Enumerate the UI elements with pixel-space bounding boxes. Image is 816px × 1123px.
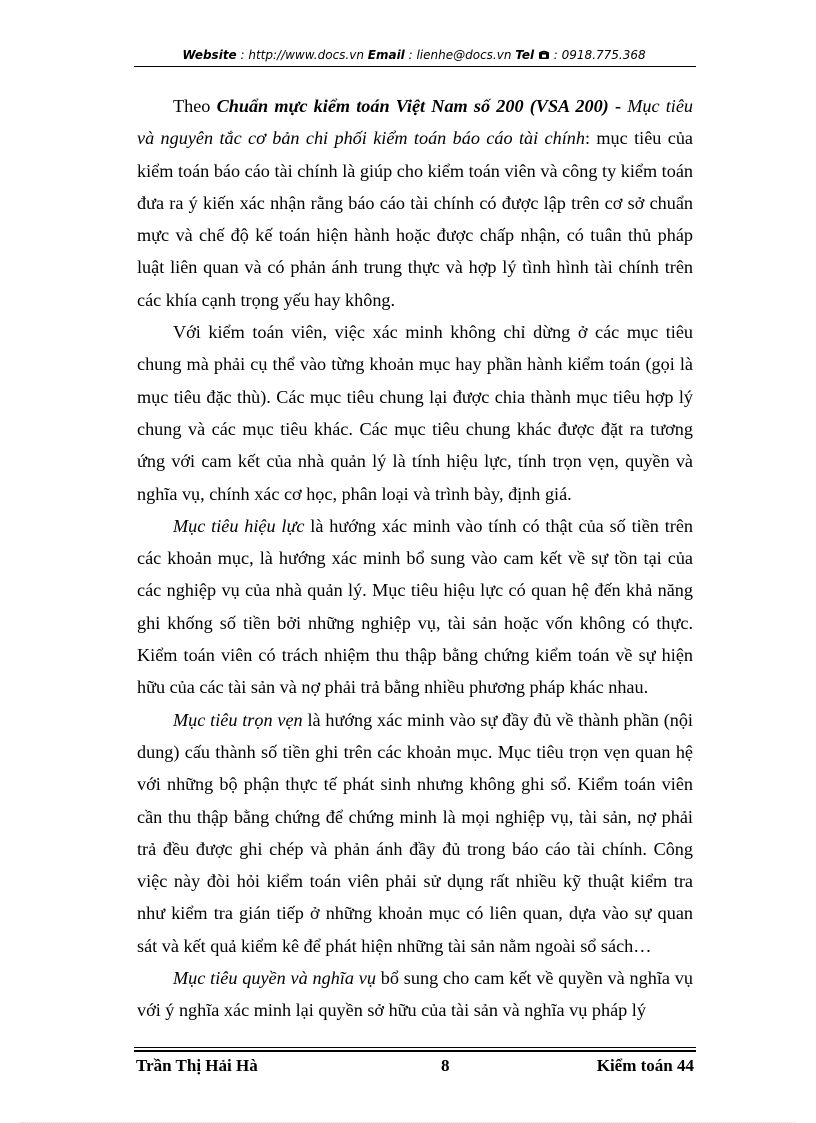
objective-term: Mục tiêu hiệu lực	[173, 515, 305, 536]
paragraph-text: Với kiểm toán viên, việc xác minh không chỉ dừng ở các mục tiêu chung mà phải cụ thể vào từng khoản mục hay phần hành kiểm toán (gọi là mục tiêu đặc thù). Các mục tiêu chung lại được chia thành mục tiêu hợp lý chung và các mục tiêu khác. Các mục tiêu chung khác được đặt ra tương ứng với cam kết của nhà quản lý là tính hiệu lực, tính trọn vẹn, quyền và nghĩa vụ, chính xác cơ học, phân loại và trình bày, định giá.	[137, 322, 693, 504]
objective-term: Mục tiêu quyền và nghĩa vụ	[173, 968, 376, 989]
paragraph-text: là hướng xác minh vào sự đầy đủ về thành phần (nội dung) cấu thành số tiền ghi trên các khoản mục. Mục tiêu trọn vẹn quan hệ với những bộ phận thực tế phát sinh nhưng không ghi sổ. Kiểm toán viên cần thu thập bằng chứng để chứng minh là mọi nghiệp vụ, tài sản, nợ phải trả đều được ghi chép và phản ánh đầy đủ trong báo cáo tài chính. Công việc này đòi hỏi kiểm toán viên phải sử dụng rất nhiều kỹ thuật kiểm tra như kiểm tra gián tiếp ở những khoản mục có liên quan, dựa vào sự quan sát và kết quả kiểm kê để phát hiện những tài sản nằm ngoài sổ sách…	[137, 709, 693, 956]
page-header	[134, 47, 694, 63]
standard-subtitle: Mục tiêu và nguyên tắc cơ bản chi phối kiểm toán báo cáo tài chính	[137, 96, 693, 149]
paragraph-intro: Theo	[173, 96, 217, 116]
paragraph-vsa200	[137, 90, 693, 316]
paragraph-text: bổ sung cho cam kết về quyền và nghĩa vụ với ý nghĩa xác minh lại quyền sở hữu của tài sản và nghĩa vụ pháp lý	[137, 968, 693, 1021]
standard-title: Chuẩn mực kiểm toán Việt Nam số 200 (VSA 200)	[216, 96, 609, 116]
title-dash: -	[608, 96, 628, 116]
paragraph-validity-objective	[137, 510, 693, 704]
paragraph-text: là hướng xác minh vào tính có thật của số tiền trên các khoản mục, là hướng xác minh bổ sung vào cam kết về sự tồn tại của các nghiệp vụ của nhà quản lý. Mục tiêu hiệu lực có quan hệ đến khả năng ghi khống số tiền bởi những nghiệp vụ, tài sản hoặc vốn không có thực. Kiểm toán viên có trách nhiệm thu thập bằng chứng kiểm toán về sự hiện hữu của các tài sản và nợ phải trả bằng nhiều phương pháp khác nhau.	[137, 515, 693, 698]
tel-label: Tel	[515, 48, 535, 62]
page-number: 8	[441, 1056, 450, 1075]
header-divider	[134, 66, 696, 67]
footer-divider-thin	[134, 1047, 696, 1048]
objective-term: Mục tiêu trọn vẹn	[173, 709, 303, 730]
page-footer	[136, 1054, 696, 1078]
phone-icon	[538, 48, 550, 62]
footer-divider-thick	[134, 1050, 696, 1052]
footer-author: Trần Thị Hải Hà	[136, 1056, 258, 1075]
website-label: Website	[182, 48, 237, 62]
tel-value: : 0918.775.368	[549, 48, 646, 62]
document-body	[137, 90, 693, 1027]
paragraph-general-objectives	[137, 316, 693, 510]
paragraph-text: : mục tiêu của kiểm toán báo cáo tài chính là giúp cho kiểm toán viên và công ty kiểm toán đưa ra ý kiến xác nhận rằng báo cáo tài chính có được lập trên cơ sở chuẩn mực và chế độ kế toán hiện hành hoặc được chấp nhận, có tuân thủ pháp luật liên quan và có phản ánh trung thực và hợp lý tình hình tài chính trên các khía cạnh trọng yếu hay không.	[137, 128, 693, 310]
email-value: : lienhe@docs.vn	[404, 48, 516, 62]
paragraph-completeness-objective	[137, 704, 693, 962]
website-value: : http://www.docs.vn	[236, 48, 368, 62]
paragraph-rights-objective	[137, 962, 693, 1027]
email-label: Email	[367, 48, 405, 62]
footer-course: Kiểm toán 44	[596, 1056, 694, 1075]
